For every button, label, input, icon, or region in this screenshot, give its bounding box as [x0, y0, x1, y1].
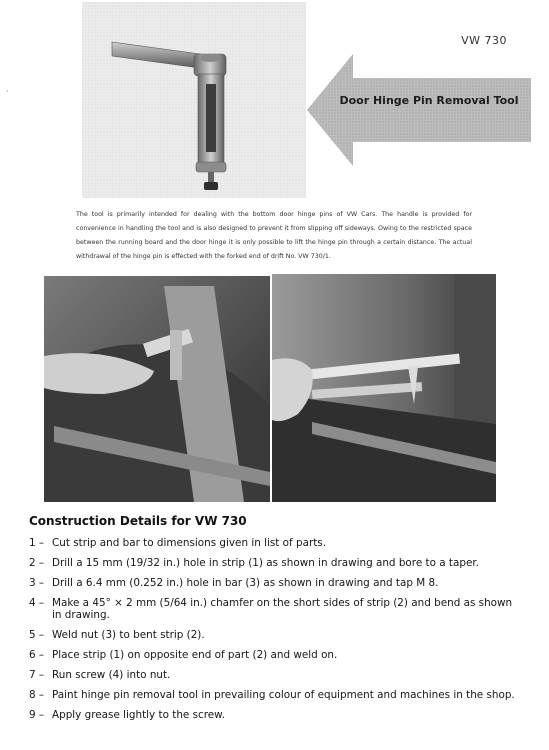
step-text: Apply grease lightly to the screw.: [52, 709, 226, 721]
photo-tool-applied: [44, 276, 270, 502]
step-number: 7 –: [29, 669, 45, 681]
step-text: Paint hinge pin removal tool in prevailing colour of equipment and machines in the shop.: [52, 689, 515, 701]
step-text: Cut strip and bar to dimensions given in list of parts.: [52, 537, 327, 549]
section-title: Construction Details for VW 730: [29, 514, 247, 528]
photo-drift-use-image: [272, 274, 496, 502]
tool-photo-image: [82, 2, 306, 198]
steps-list: [29, 537, 519, 729]
scan-edge-mark: ,: [6, 84, 9, 93]
list-item: [29, 597, 519, 621]
list-item: [29, 649, 519, 661]
list-item: [29, 537, 519, 549]
step-text: Make a 45° × 2 mm (5/64 in.) chamfer on the short sides of strip (2) and bend as shown in drawing.: [52, 597, 513, 621]
left-arrow-icon: [307, 52, 531, 168]
step-text: Drill a 15 mm (19/32 in.) hole in strip (1) as shown in drawing and bore to a taper.: [52, 557, 479, 569]
step-text: Run screw (4) into nut.: [52, 669, 171, 681]
title-banner: [307, 52, 531, 168]
step-number: 1 –: [29, 537, 45, 549]
step-number: 8 –: [29, 689, 45, 701]
step-number: 6 –: [29, 649, 45, 661]
list-item: [29, 669, 519, 681]
intro-paragraph: The tool is primarily intended for dealing with the bottom door hinge pins of VW Cars. The handle is provided for convenience in handling the tool and is also designed to prevent it from slipping off sideways. Owing to the restricted space between the running board and the door hinge it is only possible to lift the hinge pin through a certain distance. The actual withdrawal of the hinge pin is effected with the forked end of drift No. VW 730/1.: [76, 211, 472, 260]
list-item: [29, 689, 519, 701]
step-text: Drill a 6.4 mm (0.252 in.) hole in bar (3) as shown in drawing and tap M 8.: [52, 577, 439, 589]
tool-photo: [82, 2, 306, 198]
photo-drift-use: [272, 274, 496, 502]
banner-title: Door Hinge Pin Removal Tool: [339, 94, 519, 107]
step-text: Weld nut (3) to bent strip (2).: [52, 629, 205, 641]
step-number: 2 –: [29, 557, 45, 569]
step-text: Place strip (1) on opposite end of part (2) and weld on.: [52, 649, 338, 661]
list-item: [29, 629, 519, 641]
step-number: 3 –: [29, 577, 45, 589]
step-number: 4 –: [29, 597, 45, 609]
list-item: [29, 577, 519, 589]
step-number: 5 –: [29, 629, 45, 641]
photo-tool-applied-image: [44, 276, 270, 502]
list-item: [29, 709, 519, 721]
document-code: VW 730: [461, 34, 507, 47]
list-item: [29, 557, 519, 569]
step-number: 9 –: [29, 709, 45, 721]
